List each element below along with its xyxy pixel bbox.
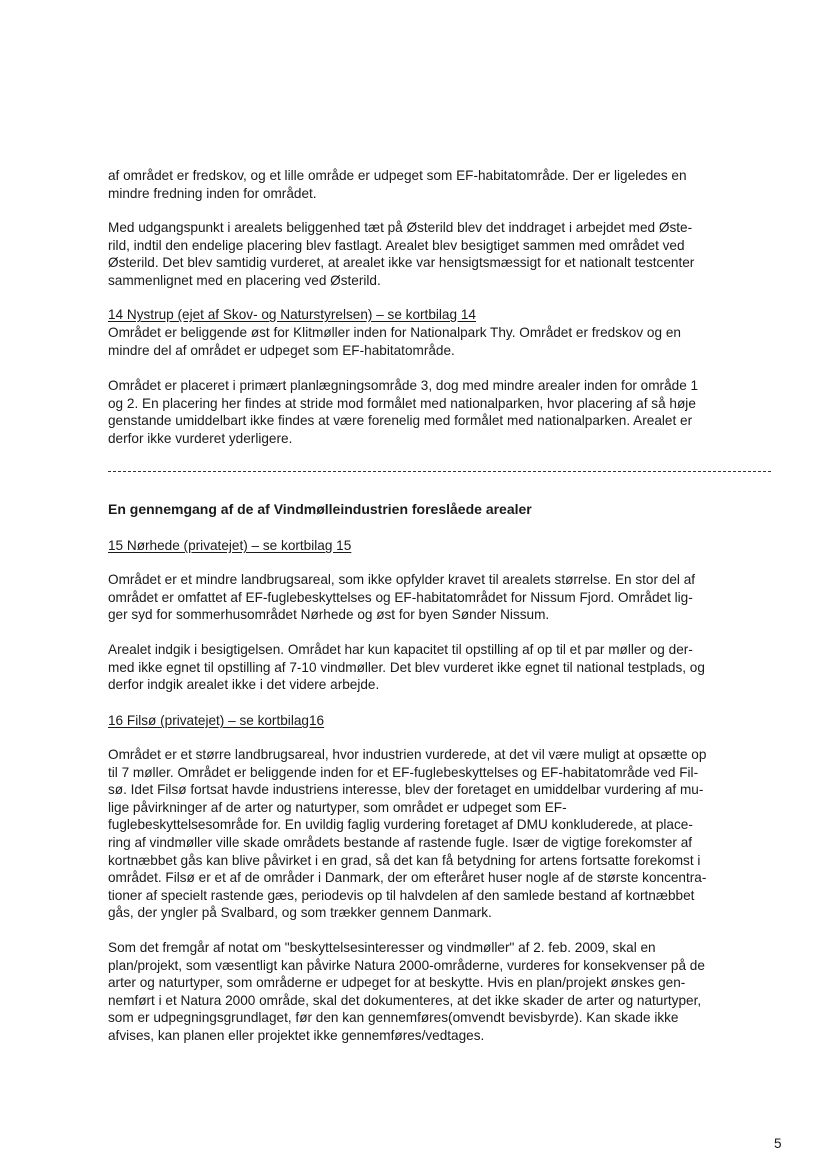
text-line: kortnæbbet gås kan blive påvirket i en grad, så det kan få betydning for artens fortsatte forekomst i [108,852,701,868]
text-line: Området er et mindre landbrugsareal, som ikke opfylder kravet til arealets størrelse. En stor del af [108,572,696,587]
text-line: arter og naturtyper, som områderne er udpeget for at beskytte. Hvis en plan/projekt ønskes gen- [108,975,686,991]
paragraph-norhede-area [108,571,788,624]
text-line: Med udgangspunkt i arealets beliggenhed tæt på Østerild blev det inddraget i arbejdet med Øste- [108,220,693,235]
text-line: plan/projekt, som væsentligt kan påvirke Natura 2000-områderne, vurderes for konsekvenser på de [108,957,705,973]
text-line: Arealet indgik i besigtigelsen. Området har kun kapacitet til opstilling af op til et par møller og der- [108,642,693,657]
text-line: og 2. En placering her findes at stride mod formålet med nationalparken, hvor placering af så høje [108,395,696,411]
paragraph-osterild [108,219,788,289]
text-line: tioner af specielt rastende gæs, periodevis op til halvdelen af den samlede bestand af kortnæbbet [108,887,695,903]
text-line: mindre fredning inden for området. [108,185,317,201]
page-number: 5 [774,1136,782,1151]
section-title-norhede: 15 Nørhede (privatejet) – se kortbilag 15 [108,538,352,553]
text-line: afvises, kan planen eller projektet ikke gennemføres/vedtages. [108,1027,485,1043]
text-line: som er udpegningsgrundlaget, før den kan gennemføres(omvendt bevisbyrde). Kan skade ikke [108,1010,679,1026]
text-line: gås, der yngler på Svalbard, og som trækker gennem Danmark. [108,905,492,921]
paragraph-natura-2000 [108,939,788,1045]
paragraph-nystrup-planning [108,377,788,447]
text-line: ring af vindmøller ville skade områdets bestande af rastende fugle. Især de vigtige forekomster af [108,834,693,850]
paragraph-norhede-inspection [108,641,788,694]
text-line: til 7 møller. Området er beliggende inden for et EF-fuglebeskyttelses og EF-habitatområde ved Fil- [108,764,699,780]
text-line: genstande umiddelbart ikke findes at være forenelig med formålet med nationalparken. Arealet er [108,413,693,429]
text-line: derfor indgik arealet ikke i det videre arbejde. [108,677,380,693]
text-line: nemført i et Natura 2000 område, skal det dokumenteres, at det ikke skader de arter og naturtyper, [108,992,702,1008]
text-line: med ikke egnet til opstilling af 7-10 vindmøller. Det blev vurderet ikke egnet til national testplads, og [108,659,705,675]
section-title-nystrup: 14 Nystrup (ejet af Skov- og Naturstyrelsen) – se kortbilag 14 [108,307,476,322]
paragraph-fredskov [108,167,788,202]
text-line: af området er fredskov, og et lille område er udpeget som EF-habitatområde. Der er ligeledes en [108,168,687,183]
text-line: derfor ikke vurderet yderligere. [108,430,293,446]
text-line: ger syd for sommerhusområdet Nørhede og øst for byen Sønder Nissum. [108,607,550,623]
text-line: Området er beliggende øst for Klitmøller inden for Nationalpark Thy. Området er fredskov og en [108,325,681,340]
text-line: sammenlignet med en placering ved Østerild. [108,272,381,288]
text-line: Området er placeret i primært planlægningsområde 3, dog med mindre arealer inden for område 1 [108,378,699,393]
text-line: lige påvirkninger af de arter og naturtyper, som området er udpeget som EF- [108,799,567,815]
text-line: området. Filsø er et af de områder i Danmark, der om efteråret huser nogle af de største koncentra- [108,870,707,886]
text-line: sø. Idet Filsø fortsat havde industriens interesse, blev der foretaget en umiddelbar vurdering af mu- [108,782,704,798]
text-line: rild, indtil den endelige placering blev fastlagt. Arealet blev besigtiget sammen med området ved [108,237,685,253]
text-line: Som det fremgår af notat om "beskyttelsesinteresser og vindmøller" af 2. feb. 2009, skal en [108,940,656,955]
paragraph-filso-assessment [108,746,788,922]
dashed-separator [108,471,771,472]
paragraph-nystrup-location [108,324,788,359]
text-line: området er omfattet af EF-fuglebeskyttelses og EF-habitatområdet for Nissum Fjord. Området lig- [108,589,693,605]
section-heading: En gennemgang af de af Vindmølleindustrien foreslåede arealer [108,501,532,517]
text-line: Området er et større landbrugsareal, hvor industrien vurderede, at det vil være muligt at opsætte op [108,747,707,762]
text-line: mindre del af området er udpeget som EF-habitatområde. [108,342,455,358]
text-line: Østerild. Det blev samtidig vurderet, at arealet ikke var hensigtsmæssigt for et nationalt testcenter [108,255,695,271]
text-line: fuglebeskyttelsesområde for. En uvildig faglig vurdering foretaget af DMU konkluderede, at place- [108,817,693,833]
section-title-filso: 16 Filsø (privatejet) – se kortbilag16 [108,713,325,728]
